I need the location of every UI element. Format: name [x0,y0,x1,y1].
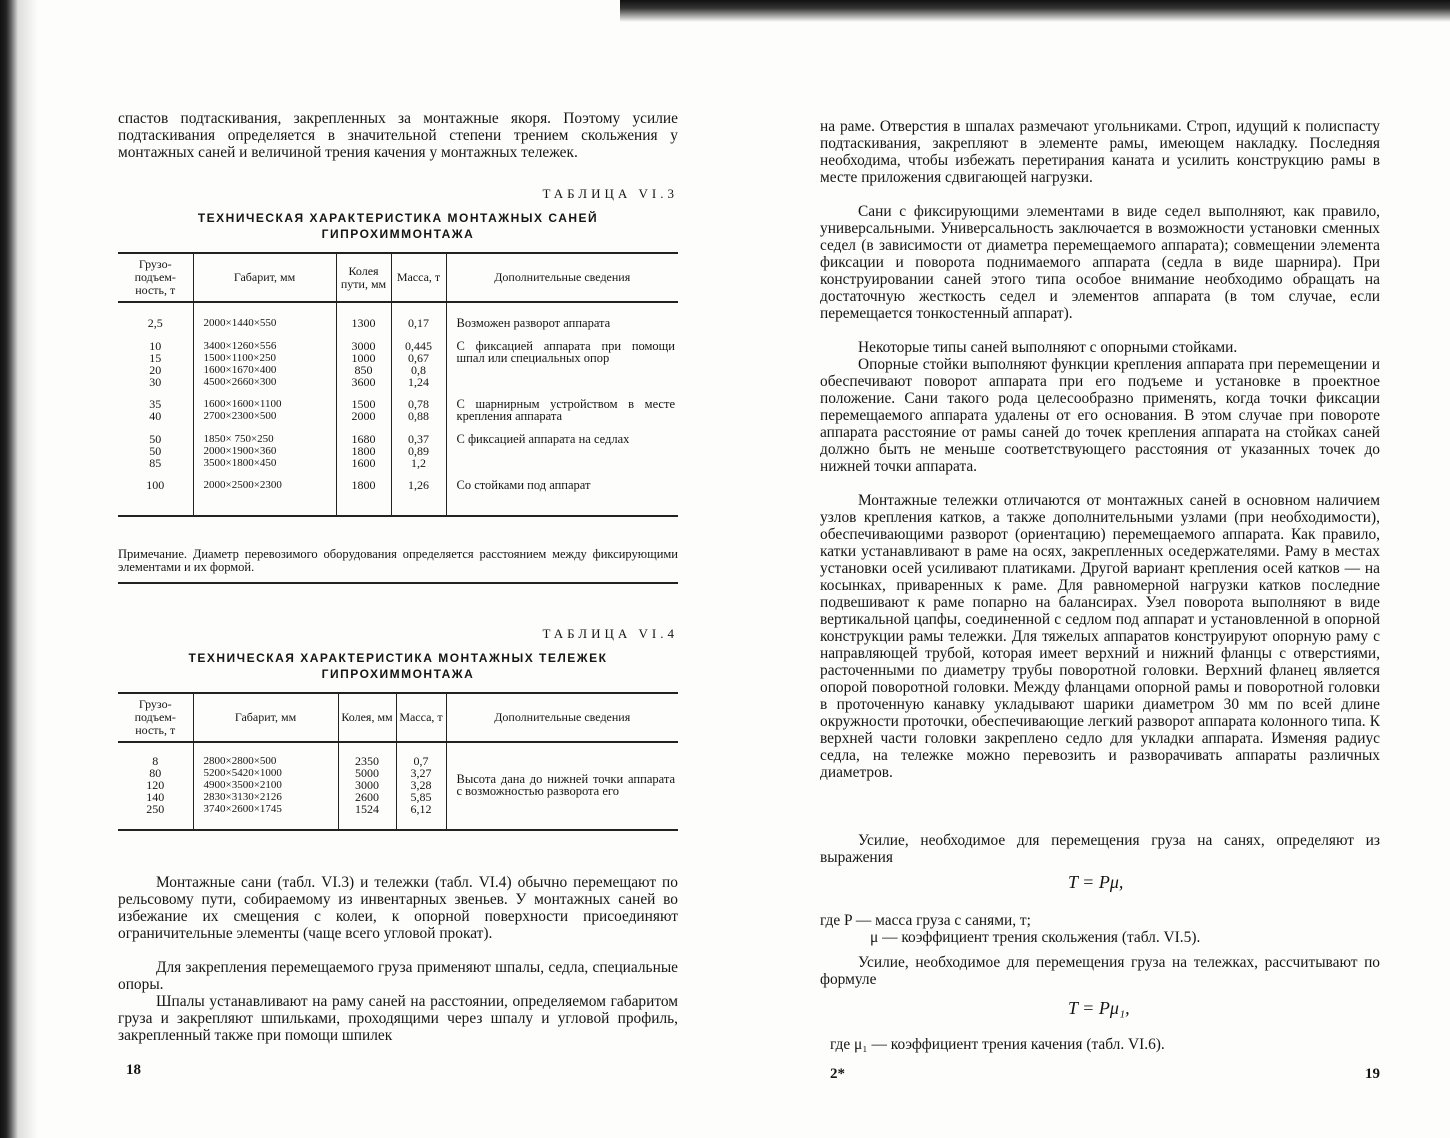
capacity-cell-value: 140 [146,790,165,804]
table3-header: Колея пути, мм [336,253,391,302]
track-cell-value: 850 [354,362,373,377]
dimensions-cell-value: 2000×2500×2300 [203,478,282,491]
table3-header: Масса, т [391,253,446,302]
mass-cell-value: 6,12 [410,802,432,816]
info-cell: Возможен разворот аппарата [446,302,678,332]
track-cell [336,302,391,332]
mass-cell-value: 1,24 [408,374,429,389]
mass-cell-value: 0,445 [405,338,432,353]
table3-title-line1: ТЕХНИЧЕСКАЯ ХАРАКТЕРИСТИКА МОНТАЖНЫХ САНЕЙ [197,211,599,225]
mass-cell-value: 0,67 [408,350,429,365]
table3-title [118,210,678,242]
track-cell-value: 3000 [355,778,379,792]
dimensions-cell [193,390,336,425]
dimensions-cell [193,332,336,390]
table4-title-line2: ГИПРОХИММОНТАЖА [321,667,475,681]
track-cell-value: 1600 [351,455,376,470]
track-cell-value: 1500 [351,396,376,411]
mass-cell [391,425,446,471]
capacity-cell-value: 15 [149,350,162,365]
capacity-cell-value: 120 [146,778,165,792]
mass-cell-value: 0,17 [408,316,429,330]
mass-cell-value: 0,7 [413,754,429,768]
mass-cell-value: 3,28 [410,778,432,792]
dimensions-cell-value: 4900×3500×2100 [203,779,282,791]
dimensions-cell [193,302,336,332]
paragraph: Усилие, необходимое для перемещения груза на тележках, рассчитывают по формуле [820,954,1380,988]
mass-cell-value: 1,26 [408,477,429,492]
dimensions-cell-value: 3740×2600×1745 [203,803,282,815]
intro-paragraph: спастов подтаскивания, закрепленных за монтажные якоря. Поэтому усилие подтаскивания определяется в значительной степени трением скольжения у монтажных саней и величиной трения качения у монтажных тележек. [118,110,678,161]
mass-cell-value: 0,8 [411,362,426,377]
table3 [118,252,678,517]
table3-header: Дополнительные сведения [446,253,678,302]
dimensions-cell-value: 2000×1440×550 [203,317,277,329]
table3-row [118,332,678,390]
table4-header: Габарит, мм [193,693,338,742]
table3-note: Примечание. Диаметр перевозимого оборудования определяется расстоянием между фиксирующими элементами и их формой. [118,547,678,574]
mass-cell-value: 0,88 [408,408,429,423]
capacity-cell [118,471,193,517]
mass-cell-value: 3,27 [410,766,432,780]
table3-body [118,302,678,516]
paragraph: Монтажные сани (табл. VI.3) и тележки (табл. VI.4) обычно перемещают по рельсовому пути, собираемому из инвентарных звеньев. У монтажных саней во избежание их смещения с колеи, к опорной поверхности присоединяют ограничительные элементы (чаще всего угловой прокат). [118,874,678,942]
capacity-cell-value: 30 [149,374,162,389]
paragraph: Усилие, необходимое для перемещения груза на санях, определяют из выражения [820,832,1380,866]
mass-cell [391,302,446,332]
page-number: 18 [126,1062,141,1078]
info-cell: Высота дана до нижней точки аппарата с возможностью разворота его [446,742,678,830]
dimensions-cell-value: 1500×1100×250 [203,351,276,364]
capacity-cell-value: 85 [149,455,162,470]
formula-rolling: T = Pμ₁, [1068,998,1130,1018]
table3-header: Габарит, мм [193,253,336,302]
track-cell-value: 1524 [355,802,379,816]
track-cell-value: 1800 [351,477,376,492]
capacity-cell-value: 50 [149,443,162,458]
mass-cell-value: 5,85 [410,790,432,804]
table4-header: Масса, т [396,693,446,742]
paragraph: Сани с фиксирующими элементами в виде седел выполняют, как правило, универсальными. Универсальность заключается в возможности установки сменных седел (в зависимости от диаметра перемещаемого аппарата); совмещении элемента фиксации и поворота поднимаемого аппарата (седла в виде шарнира). При конструировании саней этого типа особое внимание необходимо обращать на достаточную жесткость седел и элементов аппарата (в том случае, если перемещается тонкостенный аппарат). [820,203,1380,322]
mass-cell-value: 0,89 [408,443,429,458]
info-cell: С фиксацией аппарата на седлах [446,425,678,471]
table3-row [118,425,678,471]
table3-row [118,471,678,517]
dimensions-cell [193,742,338,830]
table4-title-line1: ТЕХНИЧЕСКАЯ ХАРАКТЕРИСТИКА МОНТАЖНЫХ ТЕЛЕЖЕК [188,651,608,665]
dimensions-cell [193,471,336,517]
mass-cell [391,390,446,425]
table4-header: Грузо-подъем-ность, т [134,697,176,737]
capacity-cell [118,332,193,390]
table4-body [118,742,678,830]
table3-header-row [118,253,678,302]
dimensions-cell-value: 2000×1900×360 [203,444,277,457]
track-cell-value: 1800 [351,443,376,458]
track-cell [336,390,391,425]
track-cell [338,742,396,830]
capacity-cell-value: 100 [146,477,165,492]
capacity-cell-value: 80 [149,766,162,780]
book-spine [0,0,38,1138]
track-cell [336,425,391,471]
paragraph: на раме. Отверстия в шпалах размечают угольниками. Строп, идущий к полиспасту подтаскивания, закрепляют в элементе рамы, имеющем накладку. Последняя необходима, чтобы избежать перетирания каната и усилить конструкцию рамы в месте приложения сдвигающей нагрузки. [820,118,1380,186]
dimensions-cell-value: 5200×5420×1000 [203,767,282,779]
table3-header: Грузо-подъем-ность, т [134,257,176,297]
capacity-cell-value: 50 [149,431,162,446]
table4-header-row [118,693,678,742]
formula-sliding: T = Pμ, [1068,872,1124,892]
capacity-cell-value: 10 [149,338,162,353]
mass-cell-value: 0,37 [408,431,429,446]
dimensions-cell-value: 4500×2660×300 [203,375,277,388]
table3-row [118,390,678,425]
capacity-cell [118,742,193,830]
mass-cell [396,742,446,830]
table3-row [118,302,678,332]
info-cell: Со стойками под аппарат [446,471,678,517]
dimensions-cell-value: 2830×3130×2126 [203,791,282,803]
definition: μ — коэффициент трения скольжения (табл. VI.5). [870,929,1201,946]
capacity-cell-value: 20 [149,362,162,377]
mass-cell-value: 1,2 [411,455,426,470]
info-cell: С фиксацией аппарата при помощи шпал или специальных опор [446,332,678,390]
track-cell-value: 1680 [351,431,376,446]
track-cell [336,332,391,390]
table4-header: Дополнительные сведения [446,693,678,742]
paragraph: Монтажные тележки отличаются от монтажных саней в основном наличием узлов крепления катков, а также дополнительными узлами (при необходимости), обеспечивающими разворот (ориентацию) перемещаемого аппарата. Как правило, катки устанавливают в раме на осях, закрепленных оседержателями. Раму в местах установки осей усиливают платиками. Другой вариант крепления осей катков — на косынках, приваренных к раме. Для равномерной нагрузки катков последние подвешивают к раме попарно на балансирах. Узел поворота выполняют в виде вертикальной цапфы, соединенной с седлом под аппарат и установленной в опорной конструкции рамы тележки. Для тяжелых аппаратов конструируют опорную раму с направляющей трубой, которая имеет верхний и нижний фланцы с отверстиями, расточенными по диаметру трубы поворотной головки. Верхний фланец является опорой поворотной головки. Между фланцами опорной рамы и поворотной головки в проточенную канавку укладывают шарики диаметром 30 мм по всей длине окружности проточки, обеспечивающие легкий разворот аппарата колонного типа. К верхней части головки закреплено седло для укладки аппарата. Изменяя радиус седла, на тележке можно перевозить и разворачивать аппараты различных диаметров. [820,492,1380,781]
table4 [118,692,678,831]
track-cell-value: 1300 [351,316,376,330]
capacity-cell-value: 250 [146,802,165,816]
definition: где μ₁ — коэффициент трения качения (табл. VI.6). [830,1036,1165,1053]
table4-header: Колея, мм [338,693,396,742]
info-cell: С шарнирным устройством в месте крепления аппарата [446,390,678,425]
capacity-cell-value: 2,5 [147,316,163,330]
table4-label: ТАБЛИЦА VI.4 [542,626,678,641]
capacity-cell-value: 40 [149,408,162,423]
track-cell-value: 5000 [355,766,379,780]
dimensions-cell-value: 2800×2800×500 [203,755,277,767]
track-cell-value: 3000 [351,338,376,353]
capacity-cell [118,390,193,425]
track-cell-value: 2350 [355,754,379,768]
table3-rule [118,582,678,584]
paragraph: Некоторые типы саней выполняют с опорными стойками. [858,339,1238,356]
dimensions-cell-value: 1600×1600×1100 [203,397,282,410]
capacity-cell-value: 35 [149,396,162,411]
table3-label: ТАБЛИЦА VI.3 [542,186,678,201]
dimensions-cell-value: 3400×1260×556 [203,339,277,352]
table4-row [118,742,678,830]
capacity-cell [118,302,193,332]
left-page [118,0,678,1138]
page-number: 19 [1365,1066,1380,1082]
track-cell-value: 1000 [351,350,376,365]
paragraph: Шпалы устанавливают на раму саней на расстоянии, определяемом габаритом груза и закрепляют шпильками, проходящими через шпалу и угловой профиль, закрепленный также при помощи шпилек [118,993,678,1044]
paragraph: Для закрепления перемещаемого груза применяют шпалы, седла, специальные опоры. [118,959,678,993]
track-cell-value: 3600 [351,374,376,389]
table3-title-line2: ГИПРОХИММОНТАЖА [321,227,475,241]
track-cell-value: 2600 [355,790,379,804]
dimensions-cell-value: 3500×1800×450 [203,456,277,469]
mass-cell-value: 0,78 [408,396,429,411]
dimensions-cell-value: 1850× 750×250 [203,432,274,445]
dimensions-cell [193,425,336,471]
definition: где P — масса груза с санями, т; [820,912,1031,929]
dimensions-cell-value: 2700×2300×500 [203,409,277,422]
right-page [820,0,1380,1138]
dimensions-cell-value: 1600×1670×400 [203,363,277,376]
paragraph: Опорные стойки выполняют функции крепления аппарата при перемещении и обеспечивают поворот аппарата при его подъеме и установке в проектное положение. Сани такого рода целесообразно применять, когда точки фиксации перемещаемого аппарата удалены от его основания. В этом случае при повороте аппарата расстояние от рамы саней до точек крепления аппарата на стойках саней должно быть не меньше соответствующего расстояния от указанных точек до нижней точки аппарата. [820,356,1380,475]
capacity-cell-value: 8 [152,754,159,768]
signature-mark: 2* [830,1066,845,1082]
track-cell [336,471,391,517]
mass-cell [391,471,446,517]
track-cell-value: 2000 [351,408,376,423]
table4-title [118,650,678,682]
mass-cell [391,332,446,390]
capacity-cell [118,425,193,471]
